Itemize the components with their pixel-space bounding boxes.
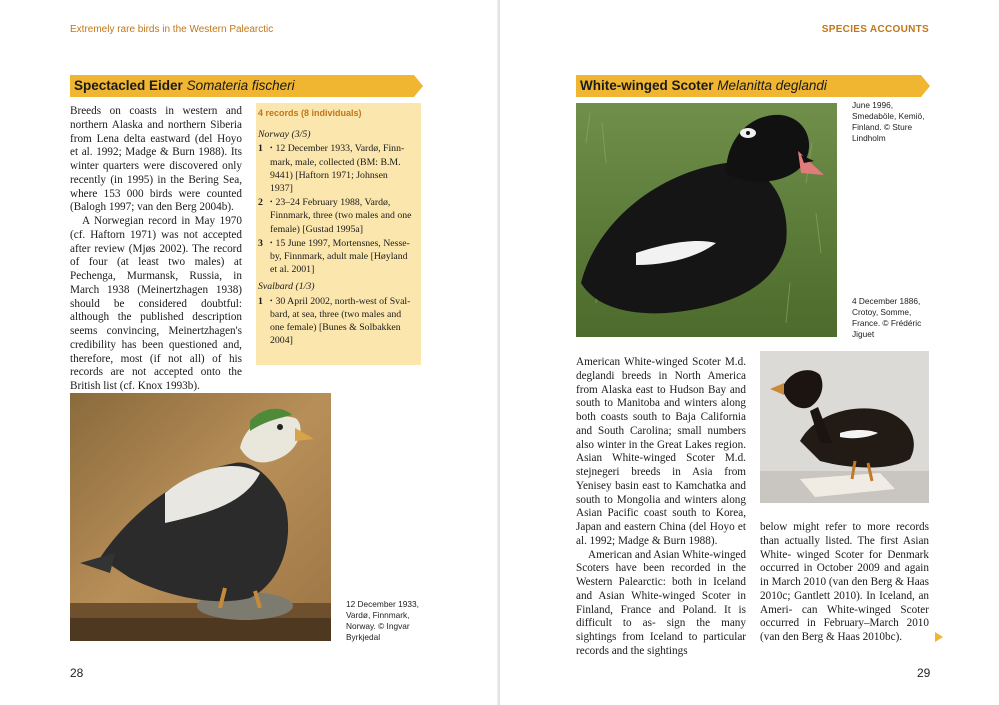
bullet-icon: • xyxy=(270,296,273,305)
body-line: Alaska east to Hudson Bay and south xyxy=(576,383,746,410)
body-line: after review (Mjøs 2002). The record xyxy=(70,242,242,255)
scoter-live-photo xyxy=(576,103,837,337)
caption-line: Vardø, Finnmark, xyxy=(346,610,410,620)
continue-arrow-icon xyxy=(935,632,943,642)
record-entry xyxy=(256,295,413,348)
body-line: sign the many sightings from Iceland xyxy=(576,617,746,643)
photo-caption-top xyxy=(852,100,924,144)
record-entry xyxy=(256,237,413,277)
body-line: China (del Hoyo et al. 1992; Madge xyxy=(576,521,747,547)
record-country: Norway (3/5) xyxy=(258,129,311,141)
body-line: be considered doubtful: although the xyxy=(70,297,243,324)
body-line: Breeds on coasts in western and northern xyxy=(70,105,242,131)
scientific-name: Somateria fischeri xyxy=(186,78,295,93)
record-line: 2004] xyxy=(270,335,293,347)
page-number: 29 xyxy=(917,666,931,680)
body-line: Gantlett 2010). In Iceland, an Ameri- xyxy=(760,589,930,616)
record-line: bard, at sea, three (two males and xyxy=(270,308,402,320)
record-line: et al. 2001] xyxy=(270,264,315,276)
body-line: to Kamchatka and south to Mongolia xyxy=(576,479,746,506)
body-line: 1997; van den Berg 2004b). xyxy=(108,201,234,214)
caption-line: Finland. © Sture xyxy=(852,122,913,132)
caption-line: Lindholm xyxy=(852,133,886,143)
body-line: Alaska and northern Siberia from xyxy=(70,118,242,145)
scoter-text-col1 xyxy=(576,356,746,659)
caption-line: Jiguet xyxy=(852,329,875,339)
scoter-specimen-photo xyxy=(760,351,929,503)
record-entry xyxy=(256,196,413,236)
body-line: coasts south to Baja California and xyxy=(576,411,746,437)
body-line: actually listed. The first Asian White- xyxy=(760,534,930,561)
record-number: 3 xyxy=(258,237,263,249)
body-line: American White-winged Scoter M.d. xyxy=(576,356,746,368)
running-head: Extremely rare birds in the Western Palearctic xyxy=(70,24,274,35)
running-head: SPECIES ACCOUNTS xyxy=(821,24,929,35)
record-country: Svalbard (1/3) xyxy=(258,281,315,293)
bullet-icon: • xyxy=(270,198,273,207)
body-line: 153 000 birds were counted (Balogh xyxy=(70,187,242,214)
body-line: 1938 (Meinertzhagen 1938) should xyxy=(70,283,243,310)
body-line: of four (at least two males) at Pechenga, xyxy=(70,256,242,282)
body-line: Murmansk, Russia, in March xyxy=(70,270,243,296)
body-line: & Haas 2010bc). xyxy=(825,631,903,643)
record-line: 9441) [Haftorn 1971; Johnsen 1937] xyxy=(270,169,388,195)
body-line: to Manitoba and winters along both xyxy=(576,397,746,423)
body-line: February–March 2010 (van den Berg xyxy=(760,617,929,643)
body-line: Asian White-winged Scoter in Finland, xyxy=(576,589,746,616)
caption-line: Norway. © Ingvar xyxy=(346,621,410,631)
species-title xyxy=(576,75,921,97)
body-line: quarters were discovered only recently xyxy=(70,160,242,186)
body-line: been questioned and, therefore, most (if xyxy=(70,338,242,365)
spectacled-eider-specimen-image xyxy=(70,393,331,641)
record-number: 1 xyxy=(258,295,263,307)
body-line: below might refer to more records than xyxy=(760,521,929,547)
record-entry xyxy=(256,142,413,195)
body-line: to particular records and the sightings xyxy=(576,631,747,657)
white-winged-scoter-live-image xyxy=(576,103,837,337)
photo-caption xyxy=(346,599,419,643)
body-line: south to Korea, Japan and eastern xyxy=(576,507,746,533)
bullet-icon: • xyxy=(270,144,273,153)
body-line: South Carolina; small numbers also xyxy=(576,424,747,451)
photo-caption-specimen xyxy=(852,296,921,340)
caption-line: Smedaböle, Kemiö, xyxy=(852,111,925,121)
record-number: 2 xyxy=(258,197,263,209)
body-line: can White-winged Scoter occurred in xyxy=(760,603,929,630)
body-line: & Burn 1988). xyxy=(651,534,718,547)
right-page xyxy=(500,0,999,705)
record-line: female) [Gustad 1995a] xyxy=(270,223,364,235)
body-line: Scoters have been recorded in the xyxy=(576,562,746,575)
body-line: breeds in Asia from Yenisey basin east xyxy=(576,466,747,492)
body-line: A Norwegian record in May 1970 xyxy=(82,215,242,227)
body-line: 2010 (van den Berg & Haas 2010c; xyxy=(760,576,930,602)
body-line: 1992; Madge & Burn 1988). Its winter xyxy=(70,146,243,172)
body-line: Lena delta eastward (del Hoyo et al. xyxy=(70,132,242,159)
record-line: 30 April 2002, north-west of Sval- xyxy=(275,295,411,307)
caption-line: June 1996, xyxy=(852,100,894,110)
body-line: onto the British list (cf. Knox 1993b). xyxy=(70,366,242,392)
body-line: American and Asian White-winged xyxy=(588,548,746,561)
body-line: published description seems convincing, xyxy=(70,311,243,337)
caption-line: 4 December 1886, xyxy=(852,296,921,306)
record-line: by, Finnmark, adult male [Høyland xyxy=(270,251,408,263)
body-line: not all) of his records are not accepted xyxy=(70,352,243,379)
body-line: in October 2009 and again in March xyxy=(760,562,930,588)
records-box xyxy=(256,103,421,365)
scoter-text-col2 xyxy=(760,521,929,645)
caption-line: 12 December 1933, xyxy=(346,599,419,609)
body-line: Western Palearctic: both in Iceland and xyxy=(576,576,746,602)
page-number: 28 xyxy=(70,666,84,680)
record-line: 15 June 1997, Mortensnes, Nesse- xyxy=(275,237,410,249)
species-title xyxy=(70,75,414,97)
body-line: (cf. Haftorn 1971) was not accepted xyxy=(70,228,242,241)
body-line: winged Scoter for Denmark occurred xyxy=(760,548,929,575)
record-line: 23–24 February 1988, Vardø, xyxy=(275,197,391,209)
body-line: White-winged Scoter M.d. stejnegeri xyxy=(576,452,746,478)
species-text xyxy=(70,105,242,394)
record-line: 12 December 1933, Vardø, Finn- xyxy=(275,143,405,155)
caption-line: Crotoy, Somme, xyxy=(852,307,912,317)
body-line: Meinertzhagen's credibility has xyxy=(70,325,242,351)
common-name: White-winged Scoter xyxy=(580,78,714,93)
body-line: and winters along Asian Pacific coast xyxy=(576,493,746,520)
scientific-name: Melanitta deglandi xyxy=(717,78,827,93)
body-line: winter in the Great Lakes region. Asian xyxy=(576,438,746,465)
common-name: Spectacled Eider xyxy=(74,78,183,93)
caption-line: France. © Frédéric xyxy=(852,318,922,328)
record-line: one female) [Bunes & Solbakken xyxy=(270,322,401,334)
left-page xyxy=(0,0,499,705)
bullet-icon: • xyxy=(270,238,273,247)
white-winged-scoter-specimen-image xyxy=(760,351,929,503)
records-header: 4 records (8 individuals) xyxy=(258,108,362,118)
body-line: (in 1995) in the Bering Sea, where xyxy=(70,173,243,200)
body-line: deglandi breeds in North America from xyxy=(576,369,746,396)
record-number: 1 xyxy=(258,143,263,155)
caption-line: Byrkjedal xyxy=(346,632,381,642)
record-line: Finnmark, three (two males and one xyxy=(270,210,412,222)
body-line: France and Poland. It is difficult to as- xyxy=(576,603,747,630)
eider-photo xyxy=(70,393,331,641)
record-line: mark, male, collected (BM: B.M. xyxy=(270,156,401,168)
